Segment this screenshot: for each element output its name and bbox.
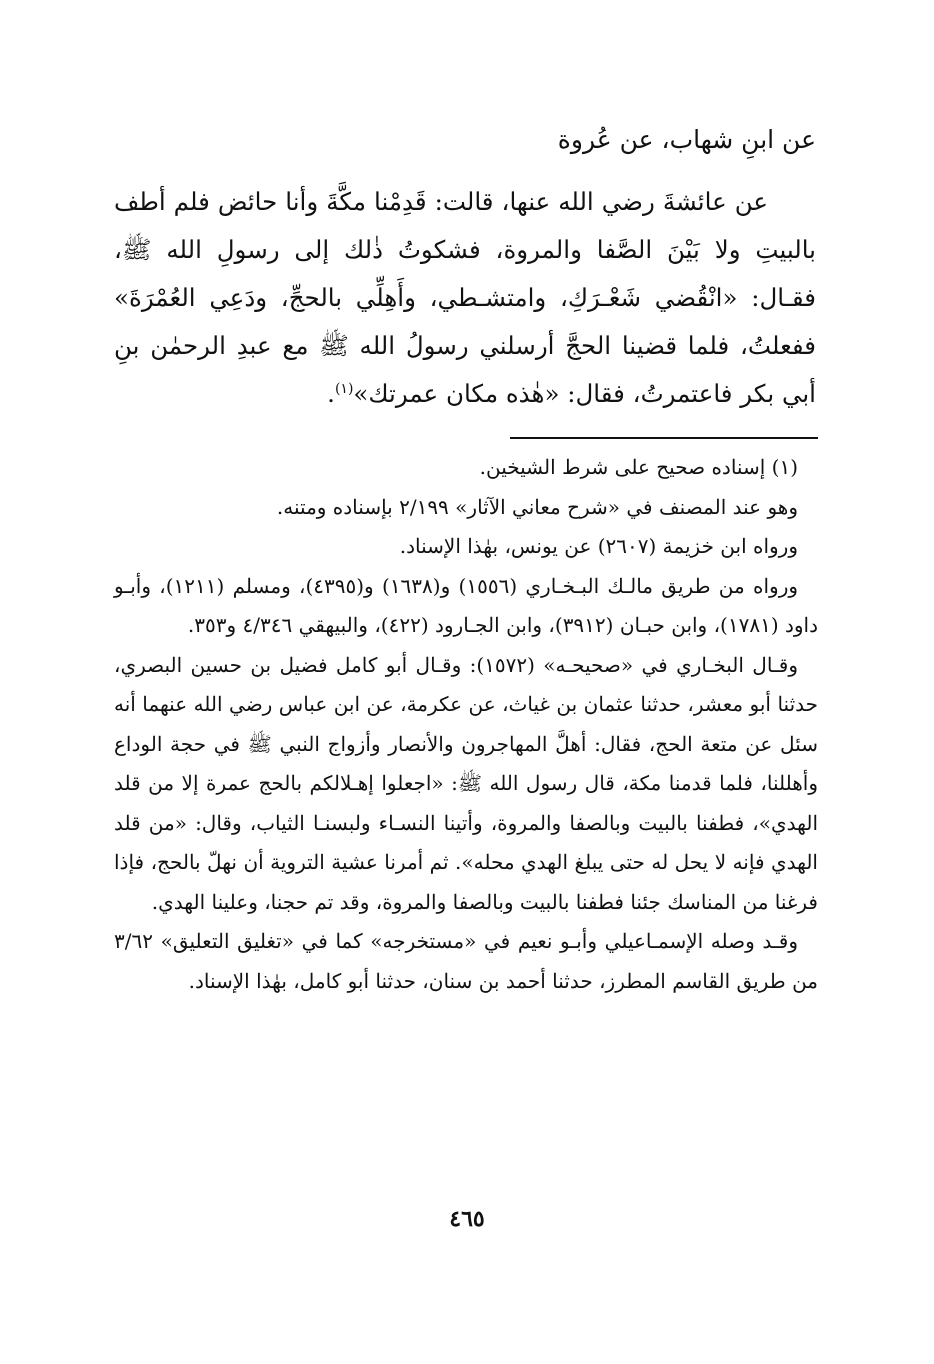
- footnotes-section: [114, 448, 818, 1001]
- chain-heading: عن ابنِ شهاب، عن عُروة: [557, 125, 816, 154]
- footnote-reference: (١): [334, 380, 354, 397]
- footnote-paragraph-5: وقـال البخـاري في «صحيحـه» (١٥٧٢): وقـال أبو كامل فضيل بن حسين البصري، حدثنا أبو معشر، حدثنا عثمان بن غياث، عن عكرمة، عن ابن عباس رضي الله عنهما أنه سئل عن متعة الحج، فقال: أهلَّ المهاجرون والأنصار وأزواج النبي ﷺ في حجة الوداع وأهللنا، فلما قدمنا مكة، قال رسول الله ﷺ: «اجعلوا إهـلالكم بالحج عمرة إلا من قلد الهدي»، فطفنا بالبيت وبالصفا والمروة، وأتينا النسـاء ولبسنـا الثياب، وقال: «من قلد الهدي فإنه لا يحل له حتى يبلغ الهدي محله». ثم أمرنا عشية التروية أن نهلّ بالحج، فإذا فرغنا من المناسك جئنا فطفنا بالبيت وبالصفا والمروة، وقد تم حجنا، وعلينا الهدي.: [114, 652, 818, 914]
- hadith-text: عن عائشةَ رضي الله عنها، قالت: قَدِمْنا مكَّةَ وأنا حائض فلم أطف بالبيتِ ولا بَيْنَ الصَّفا والمروة، فشكوتُ ذٰلك إلى رسولِ الله ﷺ، فقـال: «انْقُضي شَعْـرَكِ، وامتشـطي، وأَهِلِّي بالحجِّ، ودَعِي العُمْرَةَ» ففعلتُ، فلما قضينا الحجَّ أرسلني رسولُ الله ﷺ مع عبدِ الرحمٰن بنِ أبي بكر فاعتمرتُ، فقال: «هٰذه مكان عمرتك»$^{(١)}$.: [114, 187, 816, 408]
- footnote-line-2: وهو عند المصنف في «شرح معاني الآثار» ٢/١٩٩ بإسناده ومتنه.: [276, 494, 798, 519]
- footnote-line-3: ورواه ابن خزيمة (٢٦٠٧) عن يونس، بهٰذا الإسناد.: [399, 534, 798, 558]
- footnote-separator: [510, 437, 818, 439]
- hadith-body: عن عائشةَ رضي الله عنها، قالت: قَدِمْنا مكَّةَ وأنا حائض فلم أطف بالبيتِ ولا بَيْنَ الصَّفا والمروة، فشكوتُ ذٰلك إلى رسولِ الله ﷺ، فقـال: «انْقُضي شَعْـرَكِ، وامتشـطي، وأَهِلِّي بالحجِّ، ودَعِي العُمْرَةَ» ففعلتُ، فلما قضينا الحجَّ أرسلني رسولُ الله ﷺ مع عبدِ الرحمٰن بنِ أبي بكر فاعتمرتُ، فقال: «هٰذه مكان عمرتك»: [114, 187, 816, 408]
- footnote-1: (١) إسناده صحيح على شرط الشيخين.: [479, 455, 798, 479]
- footnote-paragraph-4: ورواه من طريق مالـك البـخـاري (١٥٥٦) و(١٦٣٨) و(٤٣٩٥)، ومسلم (١٢١١)، وأبـو داود (١٧٨١)، وابن حبـان (٣٩١٢)، وابن الجـارود (٤٢٢)، والبيهقي ٤/٣٤٦ و٣٥٣.: [114, 573, 818, 637]
- page-number: ٤٦٥: [449, 1206, 485, 1232]
- footnote-paragraph-6: وقـد وصله الإسمـاعيلي وأبـو نعيم في «مستخرجه» كما في «تغليق التعليق» ٣/٦٢ من طريق القاسم المطرز، حدثنا أحمد بن سنان، حدثنا أبو كامل، بهٰذا الإسناد.: [114, 929, 818, 993]
